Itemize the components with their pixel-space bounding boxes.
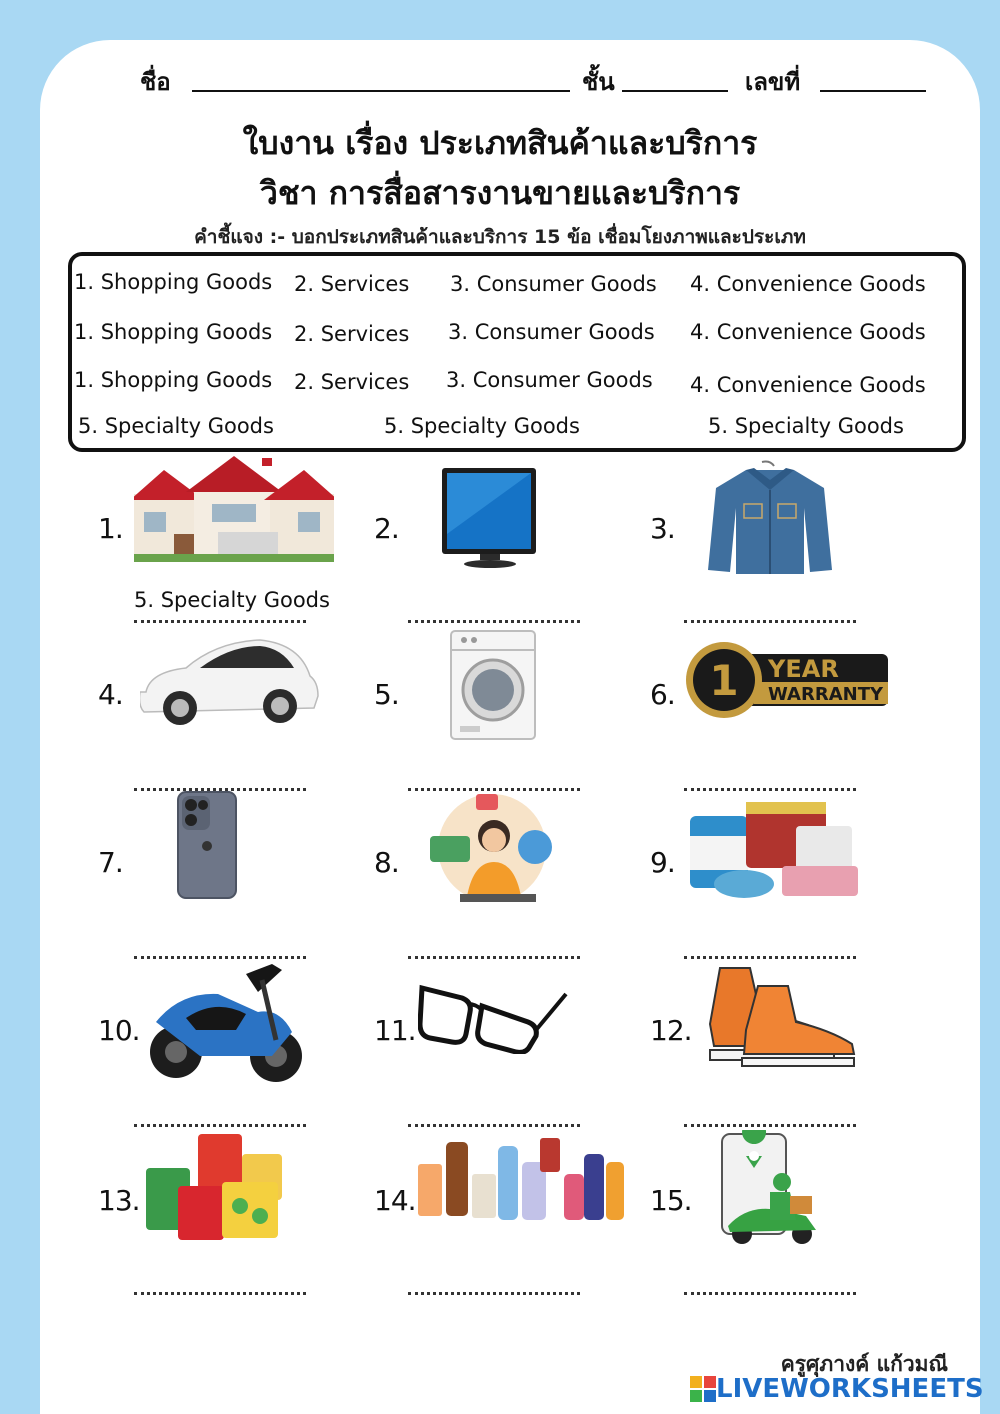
beverage-bottles-icon (416, 1134, 626, 1224)
name-input-line[interactable] (192, 90, 570, 92)
answer-line-15[interactable] (684, 1292, 856, 1295)
item-number: 12. (650, 1014, 692, 1047)
subject-title: วิชา การสื่อสารงานขายและบริการ (259, 174, 741, 212)
option-consumer-goods[interactable]: 3. Consumer Goods (450, 272, 657, 296)
item-number: 14. (374, 1184, 416, 1217)
item-number: 9. (650, 846, 675, 879)
answer-line-8[interactable] (408, 956, 580, 959)
liveworksheets-logo-icon (690, 1376, 716, 1402)
item-number: 2. (374, 512, 399, 545)
monitor-icon (440, 464, 538, 568)
item-number: 7. (98, 846, 123, 879)
canned-goods-icon (144, 1132, 294, 1240)
motorcycle-icon (146, 960, 306, 1084)
answer-line-3[interactable] (684, 620, 856, 623)
item-number: 13. (98, 1184, 140, 1217)
option-convenience-goods[interactable]: 4. Convenience Goods (690, 320, 926, 344)
teacher-name: ครูศุภางค์ แก้วมณี (780, 1352, 948, 1376)
item-number: 4. (98, 678, 123, 711)
denim-jacket-icon (706, 460, 834, 576)
option-services[interactable]: 2. Services (294, 322, 410, 346)
item-number: 8. (374, 846, 399, 879)
liveworksheets-logo-text: LIVEWORKSHEETS (716, 1374, 984, 1404)
answer-line-6[interactable] (684, 788, 856, 791)
option-services[interactable]: 2. Services (294, 370, 410, 394)
svg-text:YEAR: YEAR (768, 655, 839, 683)
instructions: คำชี้แจง :- บอกประเภทสินค้าและบริการ 15 ข้อ เชื่อมโยงภาพและประเภท (194, 226, 806, 248)
answer-line-14[interactable] (408, 1292, 580, 1295)
house-icon (134, 456, 334, 562)
option-convenience-goods[interactable]: 4. Convenience Goods (690, 272, 926, 296)
svg-text:WARRANTY: WARRANTY (768, 684, 884, 705)
answer-line-7[interactable] (134, 956, 306, 959)
answer-1[interactable]: 5. Specialty Goods (134, 588, 330, 612)
answer-line-12[interactable] (684, 1124, 856, 1127)
option-specialty-goods[interactable]: 5. Specialty Goods (708, 414, 904, 438)
sneakers-icon (706, 964, 856, 1068)
answer-line-13[interactable] (134, 1292, 306, 1295)
washing-machine-icon (450, 630, 536, 740)
option-specialty-goods[interactable]: 5. Specialty Goods (384, 414, 580, 438)
answer-line-11[interactable] (408, 1124, 580, 1127)
item-number: 1. (98, 512, 123, 545)
svg-text:1: 1 (709, 656, 739, 705)
number-label: เลขที่ (745, 68, 801, 96)
option-shopping-goods[interactable]: 1. Shopping Goods (74, 368, 273, 392)
delivery-scooter-icon (714, 1130, 824, 1246)
answer-line-1[interactable] (134, 620, 306, 623)
item-number: 10. (98, 1014, 140, 1047)
option-consumer-goods[interactable]: 3. Consumer Goods (446, 368, 653, 392)
eyeglasses-icon (418, 982, 570, 1054)
car-icon (140, 634, 320, 730)
option-shopping-goods[interactable]: 1. Shopping Goods (74, 320, 273, 344)
worksheet-title: ใบงาน เรื่อง ประเภทสินค้าและบริการ (242, 124, 758, 162)
answer-line-10[interactable] (134, 1124, 306, 1127)
option-consumer-goods[interactable]: 3. Consumer Goods (448, 320, 655, 344)
option-convenience-goods[interactable]: 4. Convenience Goods (690, 373, 926, 397)
item-number: 11. (374, 1014, 416, 1047)
item-number: 15. (650, 1184, 692, 1217)
item-number: 3. (650, 512, 675, 545)
smartphone-icon (176, 790, 238, 900)
name-label: ชื่อ (140, 68, 171, 96)
canned-food-icon (688, 796, 864, 904)
number-input-line[interactable] (820, 90, 926, 92)
class-label: ชั้น (582, 68, 615, 96)
option-specialty-goods[interactable]: 5. Specialty Goods (78, 414, 274, 438)
item-number: 5. (374, 678, 399, 711)
item-number: 6. (650, 678, 675, 711)
customer-service-icon (426, 790, 560, 910)
class-input-line[interactable] (622, 90, 728, 92)
option-services[interactable]: 2. Services (294, 272, 410, 296)
option-shopping-goods[interactable]: 1. Shopping Goods (74, 270, 273, 294)
answer-line-2[interactable] (408, 620, 580, 623)
warranty-badge-icon (684, 640, 892, 720)
liveworksheets-logo[interactable] (690, 1374, 984, 1404)
answer-line-9[interactable] (684, 956, 856, 959)
